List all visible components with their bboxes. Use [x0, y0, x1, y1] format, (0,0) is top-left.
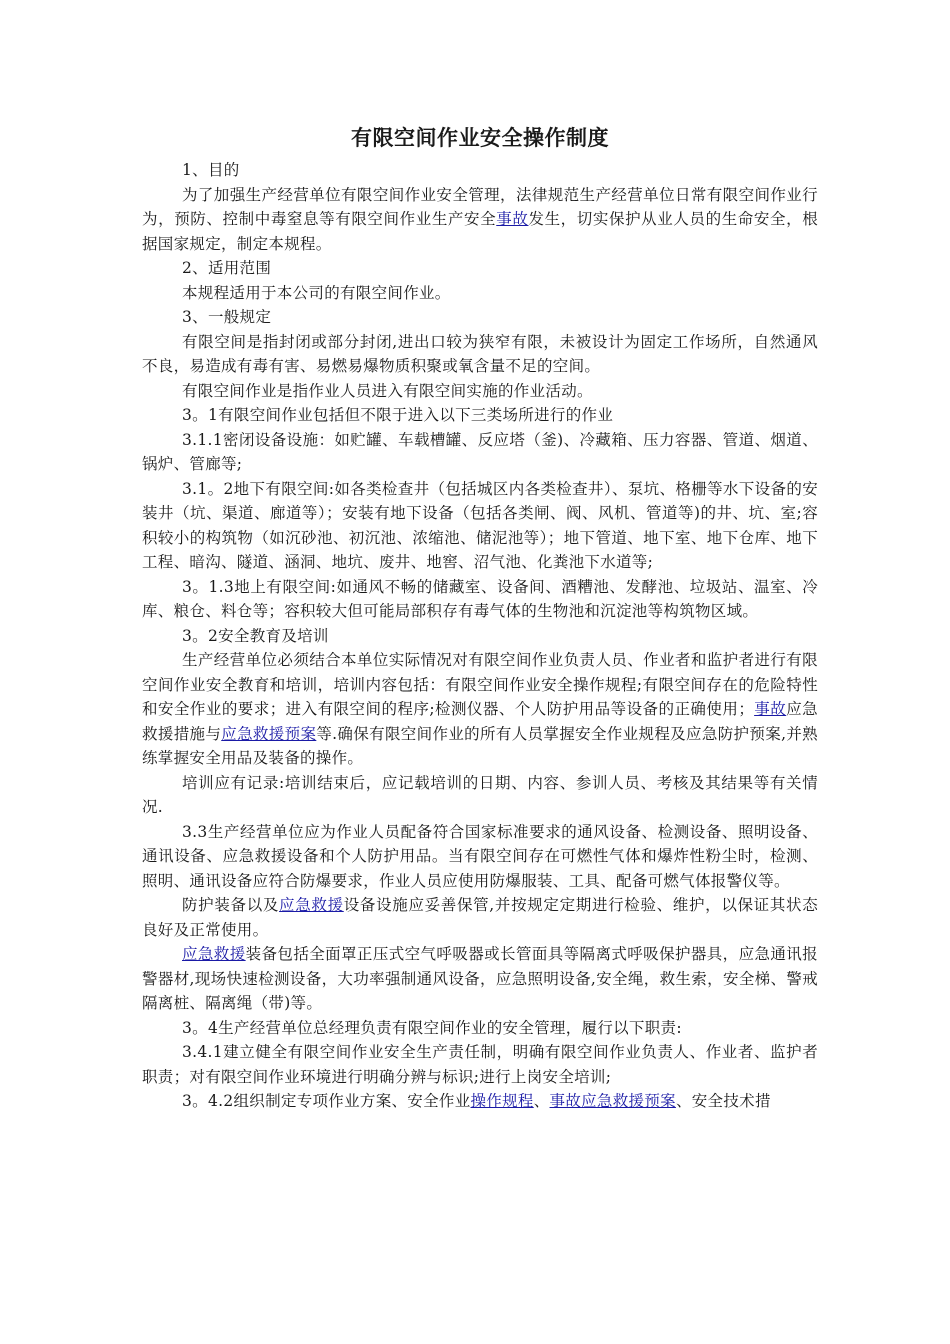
paragraph-text: 有限空间作业是指作业人员进入有限空间实施的作业活动。	[182, 381, 593, 400]
paragraph-text: 等.确保有限空间作业的所有人员掌握安全作业规程及应急防护预案,并熟练掌握安全用品及装备的操作。	[142, 724, 818, 767]
paragraph-text: 3。1有限空间作业包括但不限于进入以下三类场所进行的作业	[182, 406, 614, 424]
paragraph	[142, 893, 818, 942]
paragraph-text: 2、适用范围	[182, 259, 272, 277]
paragraph-text: 应急救援措施与	[142, 700, 818, 743]
hyperlink[interactable]: 应急救援预案	[221, 724, 317, 743]
paragraph-text: 3.3生产经营单位应为作业人员配备符合国家标准要求的通风设备、检测设备、照明设备、通讯设备、应急救援设备和个人防护用品。当有限空间存在可燃性气体和爆炸性粉尘时，检测、照明、通讯设备应符合防爆要求，作业人员应使用防爆服装、工具、配备可燃气体报警仪等。	[142, 822, 818, 890]
paragraph	[142, 183, 818, 257]
paragraph	[142, 305, 818, 330]
paragraph	[142, 648, 818, 771]
paragraph	[142, 575, 818, 624]
paragraph-text: 设备设施应妥善保管,并按规定定期进行检验、维护，以保证其状态良好及正常使用。	[142, 896, 818, 939]
paragraph	[142, 477, 818, 575]
paragraph	[142, 403, 818, 428]
paragraph-text: 3。2安全教育及培训	[182, 626, 329, 645]
paragraph	[142, 1089, 818, 1114]
paragraph	[142, 158, 818, 183]
paragraph	[142, 942, 818, 1016]
paragraph	[142, 820, 818, 894]
paragraph-text: 培训应有记录:培训结束后，应记载培训的日期、内容、参训人员、考核及其结果等有关情况.	[142, 773, 818, 816]
hyperlink[interactable]: 事故应急救援预案	[549, 1092, 676, 1110]
paragraph	[142, 1016, 818, 1041]
hyperlink[interactable]: 事故	[496, 210, 529, 228]
paragraph	[142, 281, 818, 306]
paragraph	[142, 330, 818, 379]
paragraph-text: 3。4生产经营单位总经理负责有限空间作业的安全管理，履行以下职责:	[182, 1018, 682, 1037]
paragraph-text: 、安全技术措	[675, 1092, 771, 1110]
document-page	[142, 120, 818, 1114]
hyperlink[interactable]: 应急救援	[279, 896, 344, 914]
document-title: 有限空间作业安全操作制度	[351, 126, 609, 150]
hyperlink[interactable]: 操作规程	[470, 1092, 534, 1110]
paragraph-text: 发生，切实保护从业人员的生命安全，根据国家规定，制定本规程。	[142, 210, 819, 253]
paragraph-text: 1、目的	[182, 161, 240, 179]
paragraph	[142, 428, 818, 477]
hyperlink[interactable]: 事故	[754, 700, 787, 718]
paragraph-text: 3.4.1建立健全有限空间作业安全生产责任制，明确有限空间作业负责人、作业者、监护者职责；对有限空间作业环境进行明确分辨与标识;进行上岗安全培训;	[142, 1043, 818, 1086]
paragraph	[142, 379, 818, 404]
paragraph	[142, 1040, 818, 1089]
paragraph-text: 、	[533, 1092, 550, 1110]
paragraph-text: 3。4.2组织制定专项作业方案、安全作业	[182, 1092, 471, 1110]
paragraph-text: 3.1。2地下有限空间:如各类检查井（包括城区内各类检查井）、泵坑、格栅等水下设备的安装井（坑、渠道、廊道等）；安装有地下设备（包括各类闸、阀、风机、管道等)的井、坑、室;容积较小的构筑物（如沉砂池、初沉池、浓缩池、储泥池等）；地下管道、地下室、地下仓库、地下工程、暗沟、隧道、涵洞、地坑、废井、地窖、沼气池、化粪池下水道等;	[142, 479, 818, 571]
paragraph-text: 防护装备以及	[182, 896, 280, 914]
paragraph-text: 装备包括全面罩正压式空气呼吸器或长管面具等隔离式呼吸保护器具，应急通讯报警器材,现场快速检测设备，大功率强制通风设备，应急照明设备,安全绳，救生索，安全梯、警戒隔离桩、隔离绳（带)等。	[142, 945, 818, 1012]
paragraph-text: 生产经营单位必须结合本单位实际情况对有限空间作业负责人员、作业者和监护者进行有限空间作业安全教育和培训，培训内容包括：有限空间作业安全操作规程;有限空间存在的危险特性和安全作业的要求；进入有限空间的程序;检测仪器、个人防护用品等设备的正确使用；	[142, 651, 818, 718]
paragraph	[142, 624, 818, 649]
paragraph-text: 本规程适用于本公司的有限空间作业。	[182, 283, 451, 302]
paragraph-text: 3。1.3地上有限空间:如通风不畅的储藏室、设备间、酒糟池、发酵池、垃圾站、温室、冷库、粮仓、料仓等；容积较大但可能局部积存有毒气体的生物池和沉淀池等构筑物区域。	[142, 577, 818, 620]
paragraph-text: 3、一般规定	[182, 308, 272, 326]
hyperlink[interactable]: 应急救援	[182, 945, 246, 963]
paragraph	[142, 256, 818, 281]
paragraph-text: 为了加强生产经营单位有限空间作业安全管理，法律规范生产经营单位日常有限空间作业行为，预防、控制中毒窒息等有限空间作业生产安全	[142, 185, 818, 228]
document-body	[142, 158, 818, 1114]
paragraph	[142, 771, 818, 820]
paragraph-text: 3.1.1密闭设备设施：如贮罐、车载槽罐、反应塔（釜)、冷藏箱、压力容器、管道、烟道、锅炉、管廊等;	[142, 430, 818, 473]
paragraph-text: 有限空间是指封闭或部分封闭,进出口较为狭窄有限，未被设计为固定工作场所，自然通风不良，易造成有毒有害、易燃易爆物质积聚或氧含量不足的空间。	[142, 332, 818, 375]
